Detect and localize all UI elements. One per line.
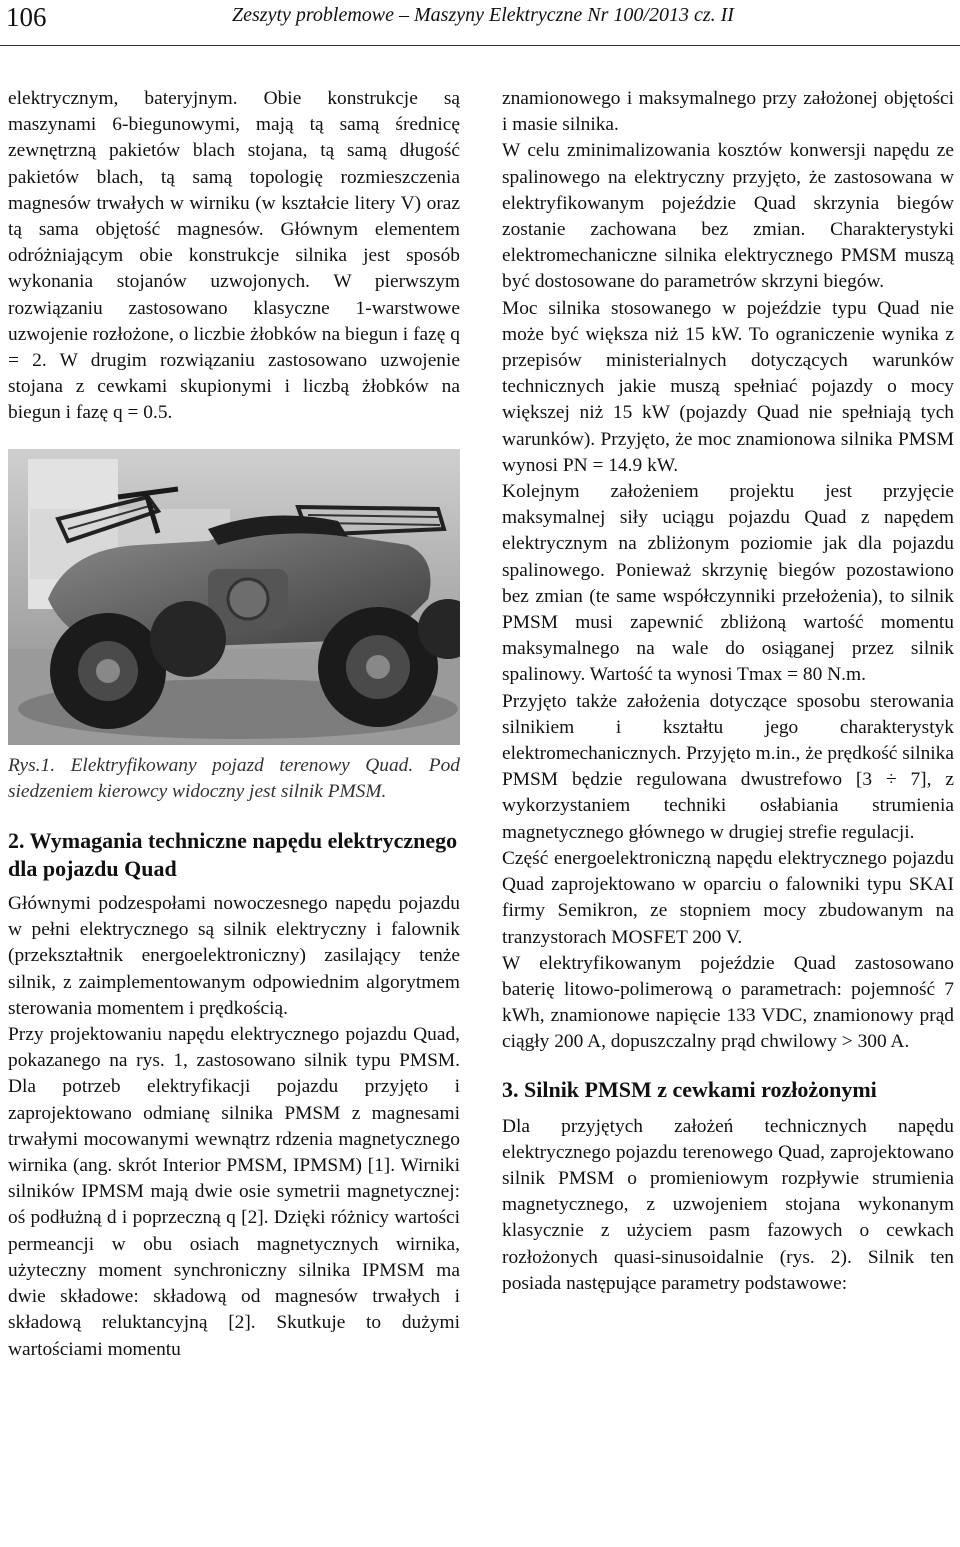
right-paragraph-3: Moc silnika stosowanego w pojeździe typu Quad nie może być większa niż 15 kW. To ograniczenie wynika z przepisów ministerialnych dotyczących warunków technicznych jakie muszą spełniać pojazdy o mocy większej niż 15 kW (pojazdy Quad nie spełniają tych warunków). Przyjęto, że moc znamionowa silnika PMSM wynosi PN = 14.9 kW. [502, 297, 954, 476]
right-paragraph-8: Dla przyjętych założeń technicznych napędu elektrycznego pojazdu terenowego Quad, zaprojektowano silnik PMSM o promieniowym rozpływie strumienia magnetycznego, z uzwojeniem stojana wykonanym klasycznie z użyciem pasm fazowych o cewkach rozłożonych quasi-sinusoidalnie (rys. 2). Silnik ten posiada następujące parametry podstawowe: [502, 1115, 954, 1294]
right-paragraph-6: Część energoelektroniczną napędu elektrycznego pojazdu Quad zaprojektowano w oparciu o falowniki typu SKAI firmy Semikron, ze stopniem mocy zbudowanym na tranzystorach MOSFET 200 V. [502, 847, 954, 948]
page-header [0, 0, 960, 50]
right-paragraph-2: W celu zminimalizowania kosztów konwersji napędu ze spalinowego na elektryczny przyjęto, że zastosowana w elektryfikowanym pojeździe Quad skrzynia biegów zostanie zachowana bez zmian. Charakterystyki elektromechaniczne silnika elektrycznego PMSM muszą być dostosowane do parametrów skrzyni biegów. [502, 140, 954, 293]
left-paragraph-3: Przy projektowaniu napędu elektrycznego pojazdu Quad, pokazanego na rys. 1, zastosowano silnik typu PMSM. Dla potrzeb elektryfikacji pojazdu przyjęto i zaprojektowano odmianę silnika PMSM z magnesami trwałymi mocowanymi wewnątrz rdzenia magnetycznego wirnika (ang. skrót Interior PMSM, IPMSM) [1]. Wirniki silników IPMSM mają dwie osie symetrii magnetycznej: oś podłużną d i poprzeczną q [2]. Dzięki różnicy wartości permeancji w obu osiach magnetycznych wirnika, użyteczny moment synchroniczny silnika IPMSM ma dwie składowe: składową od magnesów trwałych i składową reluktancyjną [2]. Skutkuje to dużymi wartościami momentu [8, 1024, 460, 1360]
journal-title: Zeszyty problemowe – Maszyny Elektryczne Nr 100/2013 cz. II [232, 4, 734, 26]
right-paragraph-4: Kolejnym założeniem projektu jest przyjęcie maksymalnej siły uciągu pojazdu Quad z napędem elektrycznym na zbliżonym poziomie jak dla pojazdu spalinowego. Ponieważ skrzynię biegów pozostawiono bez zmian (te same współczynniki przełożenia), to silnik PMSM musi zapewnić zbliżoną wartość momentu maksymalnego na wale do osiąganej przez silnik spalinowy. Wartość ta wynosi Tmax = 80 N.m. [502, 481, 954, 686]
right-column [502, 86, 954, 1297]
section-heading-3: 3. Silnik PMSM z cewkami rozłożonymi [502, 1076, 877, 1102]
figure-caption: Rys.1. Elektryfikowany pojazd terenowy Quad. Pod siedzeniem kierowcy widoczny jest silnik PMSM. [8, 754, 460, 802]
right-paragraph-1: znamionowego i maksymalnego przy założonej objętości i masie silnika. [502, 88, 954, 136]
left-paragraph-2: Głównymi podzespołami nowoczesnego napędu pojazdu w pełni elektrycznego są silnik elektryczny i falownik (przekształtnik energoelektroniczny) zasilający tenże silnik, z zaimplementowanym odpowiednim algorytmem sterowania momentem i prędkością. [8, 893, 460, 1019]
header-rule [0, 45, 960, 46]
right-paragraph-5: Przyjęto także założenia dotyczące sposobu sterowania silnikiem i kształtu jego charakterystyk elektromechanicznych. Przyjęto m.in., że prędkość silnika PMSM będzie regulowana dwustrefowo [3 ÷ 7], z wykorzystaniem techniki osłabiania strumienia magnetycznego głównego w drugiej strefie regulacji. [502, 690, 954, 843]
left-column [8, 86, 460, 1363]
section-heading-2: 2. Wymagania techniczne napędu elektrycznego dla pojazdu Quad [8, 828, 458, 882]
right-paragraph-7: W elektryfikowanym pojeździe Quad zastosowano baterię litowo-polimerową o parametrach: pojemność 7 kWh, znamionowe napięcie 133 VDC, znamionowy prąd ciągły 200 A, dopuszczalny prąd chwilowy > 300 A. [502, 952, 954, 1053]
quad-photo [8, 449, 460, 745]
left-paragraph-1: elektrycznym, bateryjnym. Obie konstrukcje są maszynami 6-biegunowymi, mają tą samą średnicę zewnętrzną pakietów blach stojana, tą samą długość pakietów blach, tą samą topologię rozmieszczenia magnesów trwałych w wirniku (w kształcie litery V) oraz tą sama objętość magnesów. Głównym elementem odróżniającym obie konstrukcje silnika jest sposób wykonania stojanów uzwojonych. W pierwszym rozwiązaniu zastosowano klasyczne 1-warstwowe uzwojenie rozłożone, o liczbie żłobków na biegun i fazę q = 2. W drugim rozwiązaniu zastosowano uzwojenie stojana z cewkami skupionymi i liczbą żłobków na biegun i fazę q = 0.5. [8, 88, 460, 424]
page-number: 106 [6, 2, 47, 32]
